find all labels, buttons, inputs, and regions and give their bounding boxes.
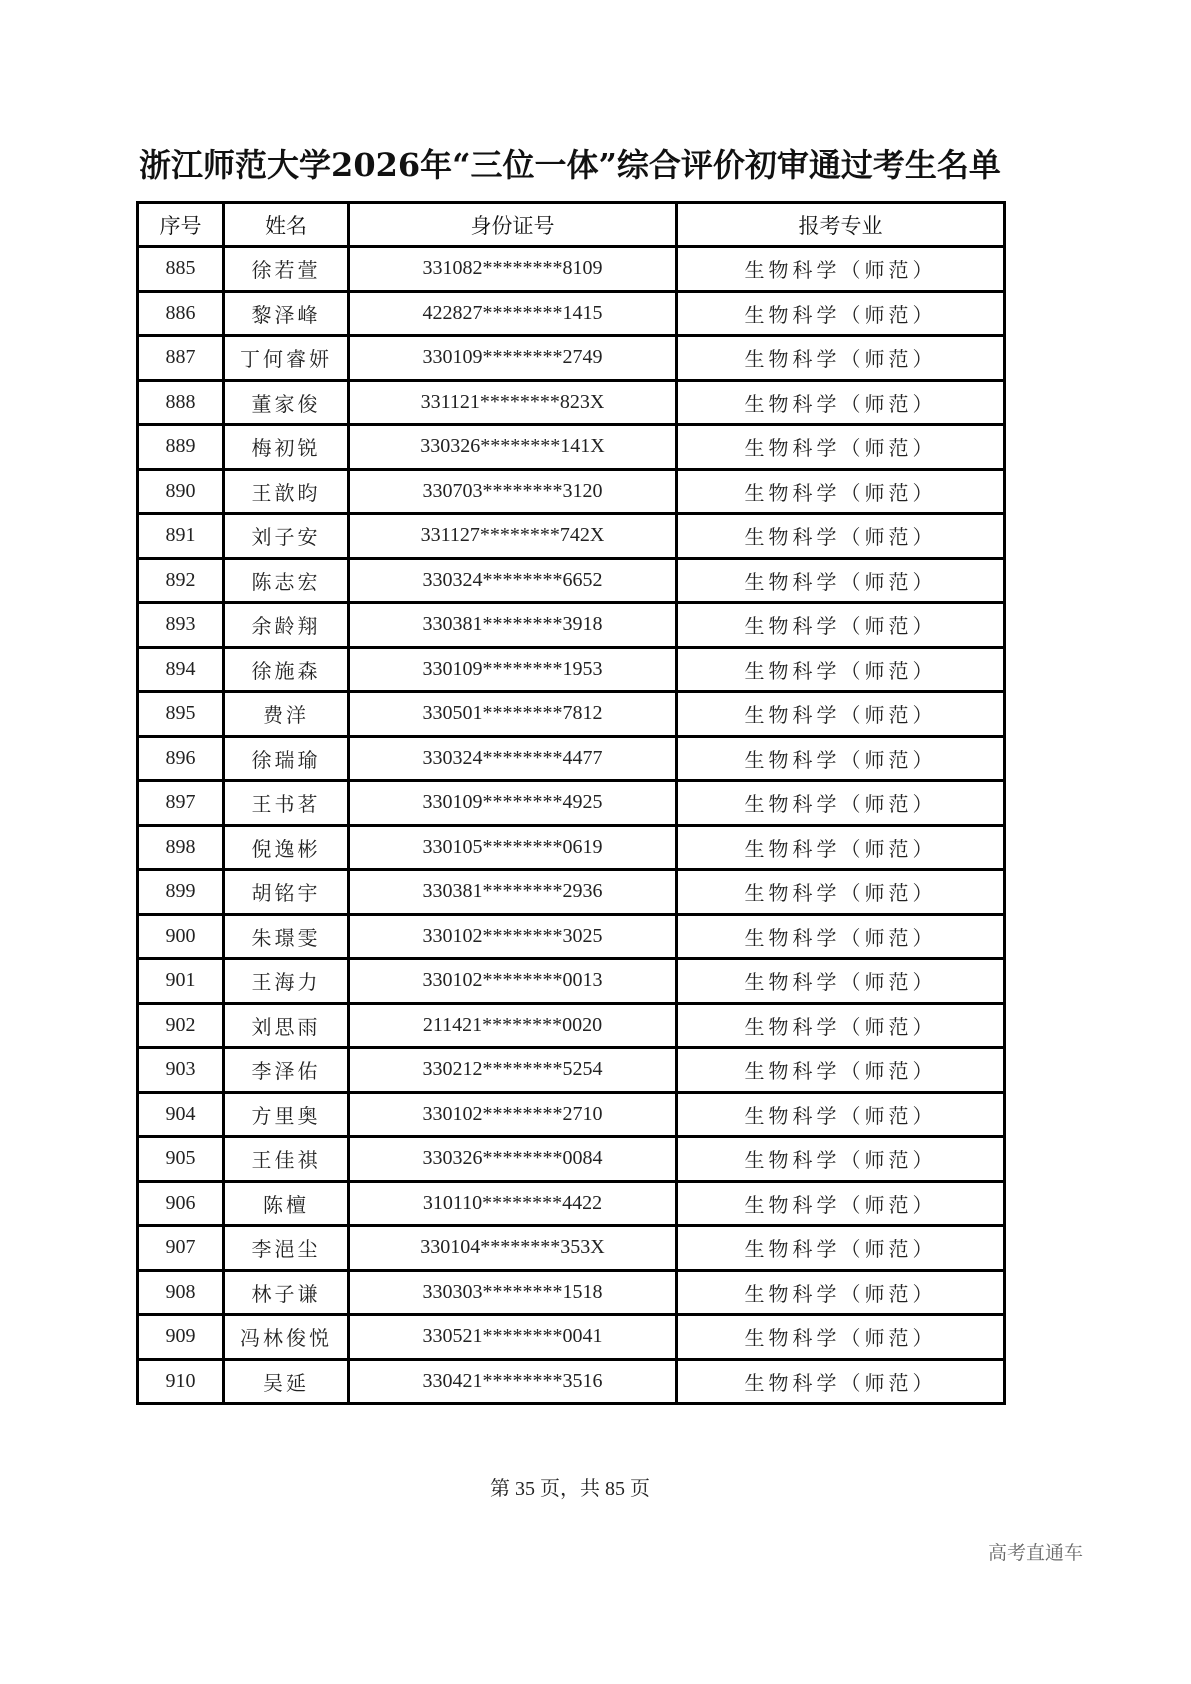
row-index: 887 xyxy=(138,336,224,381)
row-name: 刘思雨 xyxy=(224,1003,349,1048)
table-row xyxy=(138,291,1005,336)
row-index: 893 xyxy=(138,603,224,648)
row-name: 王书茗 xyxy=(224,781,349,826)
row-id-number: 330703********3120 xyxy=(349,469,677,514)
row-id-number: 330109********2749 xyxy=(349,336,677,381)
table-header-row xyxy=(138,203,1005,247)
row-major: 生物科学（师范） xyxy=(677,692,1005,737)
row-major: 生物科学（师范） xyxy=(677,380,1005,425)
row-id-number: 330102********2710 xyxy=(349,1092,677,1137)
page-title: 浙江师范大学2026年“三位一体”综合评价初审通过考生名单 xyxy=(139,146,1001,184)
table-row xyxy=(138,514,1005,559)
row-id-number: 330303********1518 xyxy=(349,1270,677,1315)
row-index: 902 xyxy=(138,1003,224,1048)
row-major: 生物科学（师范） xyxy=(677,1315,1005,1360)
row-major: 生物科学（师范） xyxy=(677,914,1005,959)
row-id-number: 330109********1953 xyxy=(349,647,677,692)
row-name: 丁何睿妍 xyxy=(224,336,349,381)
row-index: 903 xyxy=(138,1048,224,1093)
table-row xyxy=(138,870,1005,915)
row-index: 908 xyxy=(138,1270,224,1315)
row-index: 900 xyxy=(138,914,224,959)
table-row xyxy=(138,736,1005,781)
row-name: 吴延 xyxy=(224,1359,349,1404)
table-row xyxy=(138,1270,1005,1315)
row-major: 生物科学（师范） xyxy=(677,247,1005,292)
row-id-number: 330326********141X xyxy=(349,425,677,470)
table-row xyxy=(138,425,1005,470)
header-major: 报考专业 xyxy=(677,203,1005,247)
row-id-number: 330105********0619 xyxy=(349,825,677,870)
row-id-number: 331121********823X xyxy=(349,380,677,425)
row-major: 生物科学（师范） xyxy=(677,336,1005,381)
table-row xyxy=(138,1048,1005,1093)
row-index: 897 xyxy=(138,781,224,826)
row-name: 王佳祺 xyxy=(224,1137,349,1182)
row-name: 陈檀 xyxy=(224,1181,349,1226)
table-row xyxy=(138,380,1005,425)
row-id-number: 330212********5254 xyxy=(349,1048,677,1093)
row-id-number: 310110********4422 xyxy=(349,1181,677,1226)
row-id-number: 330104********353X xyxy=(349,1226,677,1271)
row-name: 余龄翔 xyxy=(224,603,349,648)
row-index: 890 xyxy=(138,469,224,514)
table-row xyxy=(138,1003,1005,1048)
row-index: 904 xyxy=(138,1092,224,1137)
row-major: 生物科学（师范） xyxy=(677,959,1005,1004)
row-major: 生物科学（师范） xyxy=(677,1003,1005,1048)
row-major: 生物科学（师范） xyxy=(677,425,1005,470)
row-name: 林子谦 xyxy=(224,1270,349,1315)
table-row xyxy=(138,558,1005,603)
table-row xyxy=(138,1226,1005,1271)
table-row xyxy=(138,1181,1005,1226)
row-name: 梅初锐 xyxy=(224,425,349,470)
row-index: 896 xyxy=(138,736,224,781)
row-name: 刘子安 xyxy=(224,514,349,559)
row-id-number: 330324********6652 xyxy=(349,558,677,603)
row-index: 905 xyxy=(138,1137,224,1182)
row-id-number: 422827********1415 xyxy=(349,291,677,336)
row-major: 生物科学（师范） xyxy=(677,1092,1005,1137)
row-index: 886 xyxy=(138,291,224,336)
row-name: 徐施森 xyxy=(224,647,349,692)
row-name: 冯林俊悦 xyxy=(224,1315,349,1360)
row-index: 898 xyxy=(138,825,224,870)
row-major: 生物科学（师范） xyxy=(677,647,1005,692)
table-row xyxy=(138,825,1005,870)
row-index: 892 xyxy=(138,558,224,603)
row-name: 徐若萱 xyxy=(224,247,349,292)
row-index: 906 xyxy=(138,1181,224,1226)
row-index: 885 xyxy=(138,247,224,292)
row-major: 生物科学（师范） xyxy=(677,291,1005,336)
row-index: 901 xyxy=(138,959,224,1004)
page-number: 第 35 页，共 85 页 xyxy=(490,1478,650,1500)
row-name: 胡铭宇 xyxy=(224,870,349,915)
row-index: 894 xyxy=(138,647,224,692)
watermark: 高考直通车 xyxy=(987,1542,1083,1564)
row-id-number: 331082********8109 xyxy=(349,247,677,292)
row-index: 907 xyxy=(138,1226,224,1271)
row-name: 陈志宏 xyxy=(224,558,349,603)
row-major: 生物科学（师范） xyxy=(677,469,1005,514)
candidate-table xyxy=(136,201,1006,1405)
row-major: 生物科学（师范） xyxy=(677,1359,1005,1404)
row-name: 倪逸彬 xyxy=(224,825,349,870)
row-major: 生物科学（师范） xyxy=(677,514,1005,559)
row-name: 李浥尘 xyxy=(224,1226,349,1271)
row-major: 生物科学（师范） xyxy=(677,736,1005,781)
table-row xyxy=(138,1137,1005,1182)
row-major: 生物科学（师范） xyxy=(677,781,1005,826)
row-name: 费洋 xyxy=(224,692,349,737)
row-major: 生物科学（师范） xyxy=(677,870,1005,915)
row-major: 生物科学（师范） xyxy=(677,603,1005,648)
row-id-number: 330381********3918 xyxy=(349,603,677,648)
table-row xyxy=(138,647,1005,692)
row-index: 889 xyxy=(138,425,224,470)
row-id-number: 330501********7812 xyxy=(349,692,677,737)
row-name: 方里奥 xyxy=(224,1092,349,1137)
table-row xyxy=(138,603,1005,648)
row-name: 黎泽峰 xyxy=(224,291,349,336)
row-major: 生物科学（师范） xyxy=(677,1270,1005,1315)
row-name: 王歆昀 xyxy=(224,469,349,514)
table-row xyxy=(138,336,1005,381)
table-row xyxy=(138,247,1005,292)
row-name: 王海力 xyxy=(224,959,349,1004)
row-name: 徐瑞瑜 xyxy=(224,736,349,781)
table-row xyxy=(138,692,1005,737)
row-major: 生物科学（师范） xyxy=(677,1226,1005,1271)
row-id-number: 331127********742X xyxy=(349,514,677,559)
row-major: 生物科学（师范） xyxy=(677,1137,1005,1182)
row-name: 董家俊 xyxy=(224,380,349,425)
row-id-number: 330326********0084 xyxy=(349,1137,677,1182)
table-row xyxy=(138,1092,1005,1137)
table-row xyxy=(138,914,1005,959)
row-id-number: 330521********0041 xyxy=(349,1315,677,1360)
row-name: 朱璟雯 xyxy=(224,914,349,959)
row-index: 899 xyxy=(138,870,224,915)
table-body xyxy=(138,247,1005,1404)
header-index: 序号 xyxy=(138,203,224,247)
row-id-number: 211421********0020 xyxy=(349,1003,677,1048)
row-id-number: 330109********4925 xyxy=(349,781,677,826)
table-row xyxy=(138,959,1005,1004)
row-index: 888 xyxy=(138,380,224,425)
table-row xyxy=(138,781,1005,826)
row-id-number: 330421********3516 xyxy=(349,1359,677,1404)
row-index: 891 xyxy=(138,514,224,559)
row-index: 910 xyxy=(138,1359,224,1404)
table-row xyxy=(138,1359,1005,1404)
table-row xyxy=(138,1315,1005,1360)
row-index: 895 xyxy=(138,692,224,737)
row-name: 李泽佑 xyxy=(224,1048,349,1093)
row-major: 生物科学（师范） xyxy=(677,1048,1005,1093)
row-id-number: 330324********4477 xyxy=(349,736,677,781)
header-id-number: 身份证号 xyxy=(349,203,677,247)
row-major: 生物科学（师范） xyxy=(677,1181,1005,1226)
row-major: 生物科学（师范） xyxy=(677,558,1005,603)
header-name: 姓名 xyxy=(224,203,349,247)
row-id-number: 330381********2936 xyxy=(349,870,677,915)
row-major: 生物科学（师范） xyxy=(677,825,1005,870)
row-id-number: 330102********0013 xyxy=(349,959,677,1004)
row-id-number: 330102********3025 xyxy=(349,914,677,959)
table-row xyxy=(138,469,1005,514)
row-index: 909 xyxy=(138,1315,224,1360)
